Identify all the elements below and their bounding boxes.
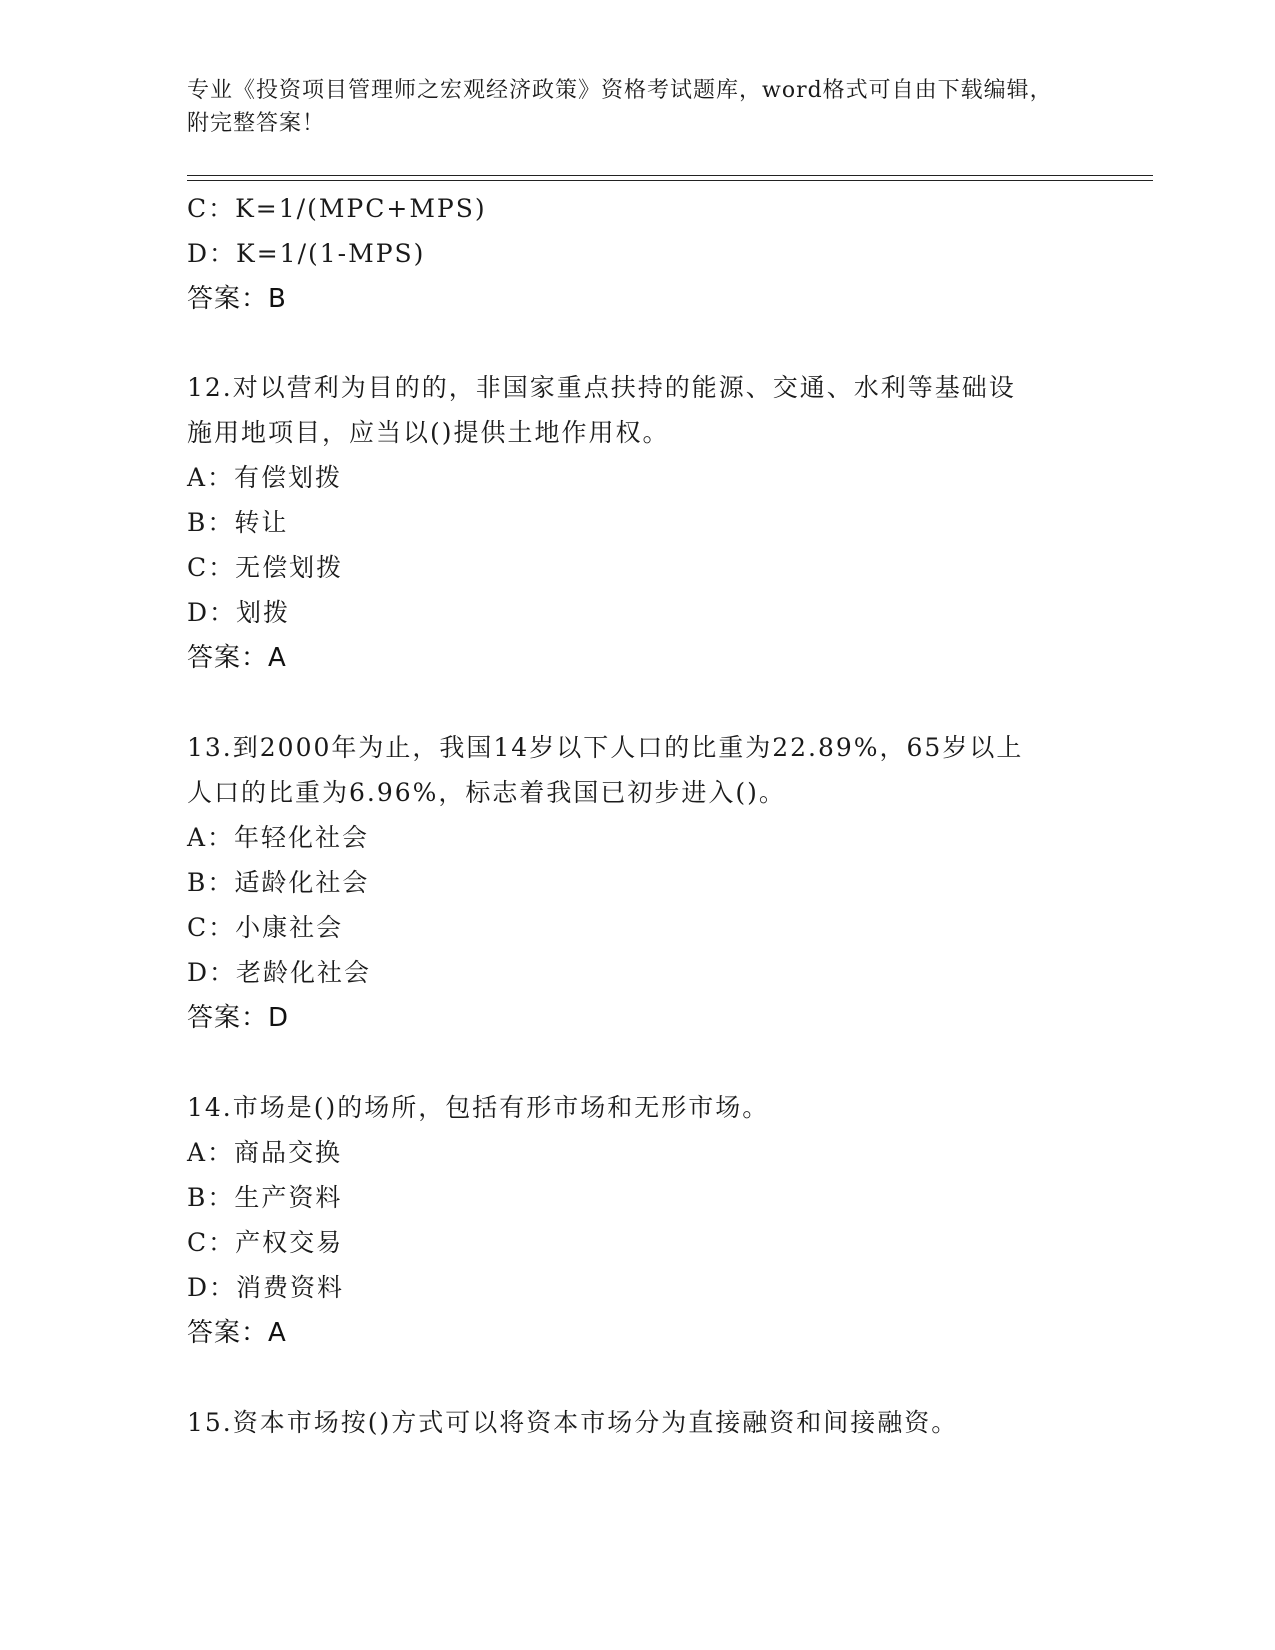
q12-option-a: A：有偿划拨 [187, 463, 343, 492]
q12-stem-line1: 12.对以营利为目的的，非国家重点扶持的能源、交通、水利等基础设 [187, 373, 1016, 402]
q14-option-c: C：产权交易 [187, 1228, 344, 1257]
q12-option-d: D：划拨 [187, 598, 291, 627]
q11-answer: 答案：B [187, 284, 287, 314]
q13-option-d: D：老龄化社会 [187, 958, 372, 987]
q11-option-c: C：K=1/(MPC+MPS) [187, 194, 487, 223]
header-divider-top [187, 175, 1153, 176]
document-header: 专业《投资项目管理师之宏观经济政策》资格考试题库，word格式可自由下载编辑，附完整答案！ [187, 78, 1053, 136]
q12-option-b: B：转让 [187, 508, 289, 537]
header-divider-bottom [187, 180, 1153, 181]
q12-answer: 答案：A [187, 643, 287, 673]
q12-option-c: C：无偿划拨 [187, 553, 344, 582]
q12-stem-line2: 施用地项目，应当以()提供土地作用权。 [187, 418, 670, 447]
q14-stem-line1: 14.市场是()的场所，包括有形市场和无形市场。 [187, 1093, 770, 1122]
q14-option-d: D：消费资料 [187, 1273, 345, 1302]
q13-option-c: C：小康社会 [187, 913, 344, 942]
q11-option-d: D：K=1/(1-MPS) [187, 239, 426, 268]
q13-stem-line1: 13.到2000年为止，我国14岁以下人口的比重为22.89%，65岁以上 [187, 733, 1024, 762]
q13-option-a: A：年轻化社会 [187, 823, 370, 852]
q13-stem-line2: 人口的比重为6.96%，标志着我国已初步进入()。 [187, 778, 786, 807]
q14-answer: 答案：A [187, 1318, 287, 1348]
q13-option-b: B：适龄化社会 [187, 868, 370, 897]
q15-stem-line1: 15.资本市场按()方式可以将资本市场分为直接融资和间接融资。 [187, 1408, 959, 1437]
q14-option-a: A：商品交换 [187, 1138, 343, 1167]
q13-answer: 答案：D [187, 1003, 290, 1033]
q14-option-b: B：生产资料 [187, 1183, 343, 1212]
